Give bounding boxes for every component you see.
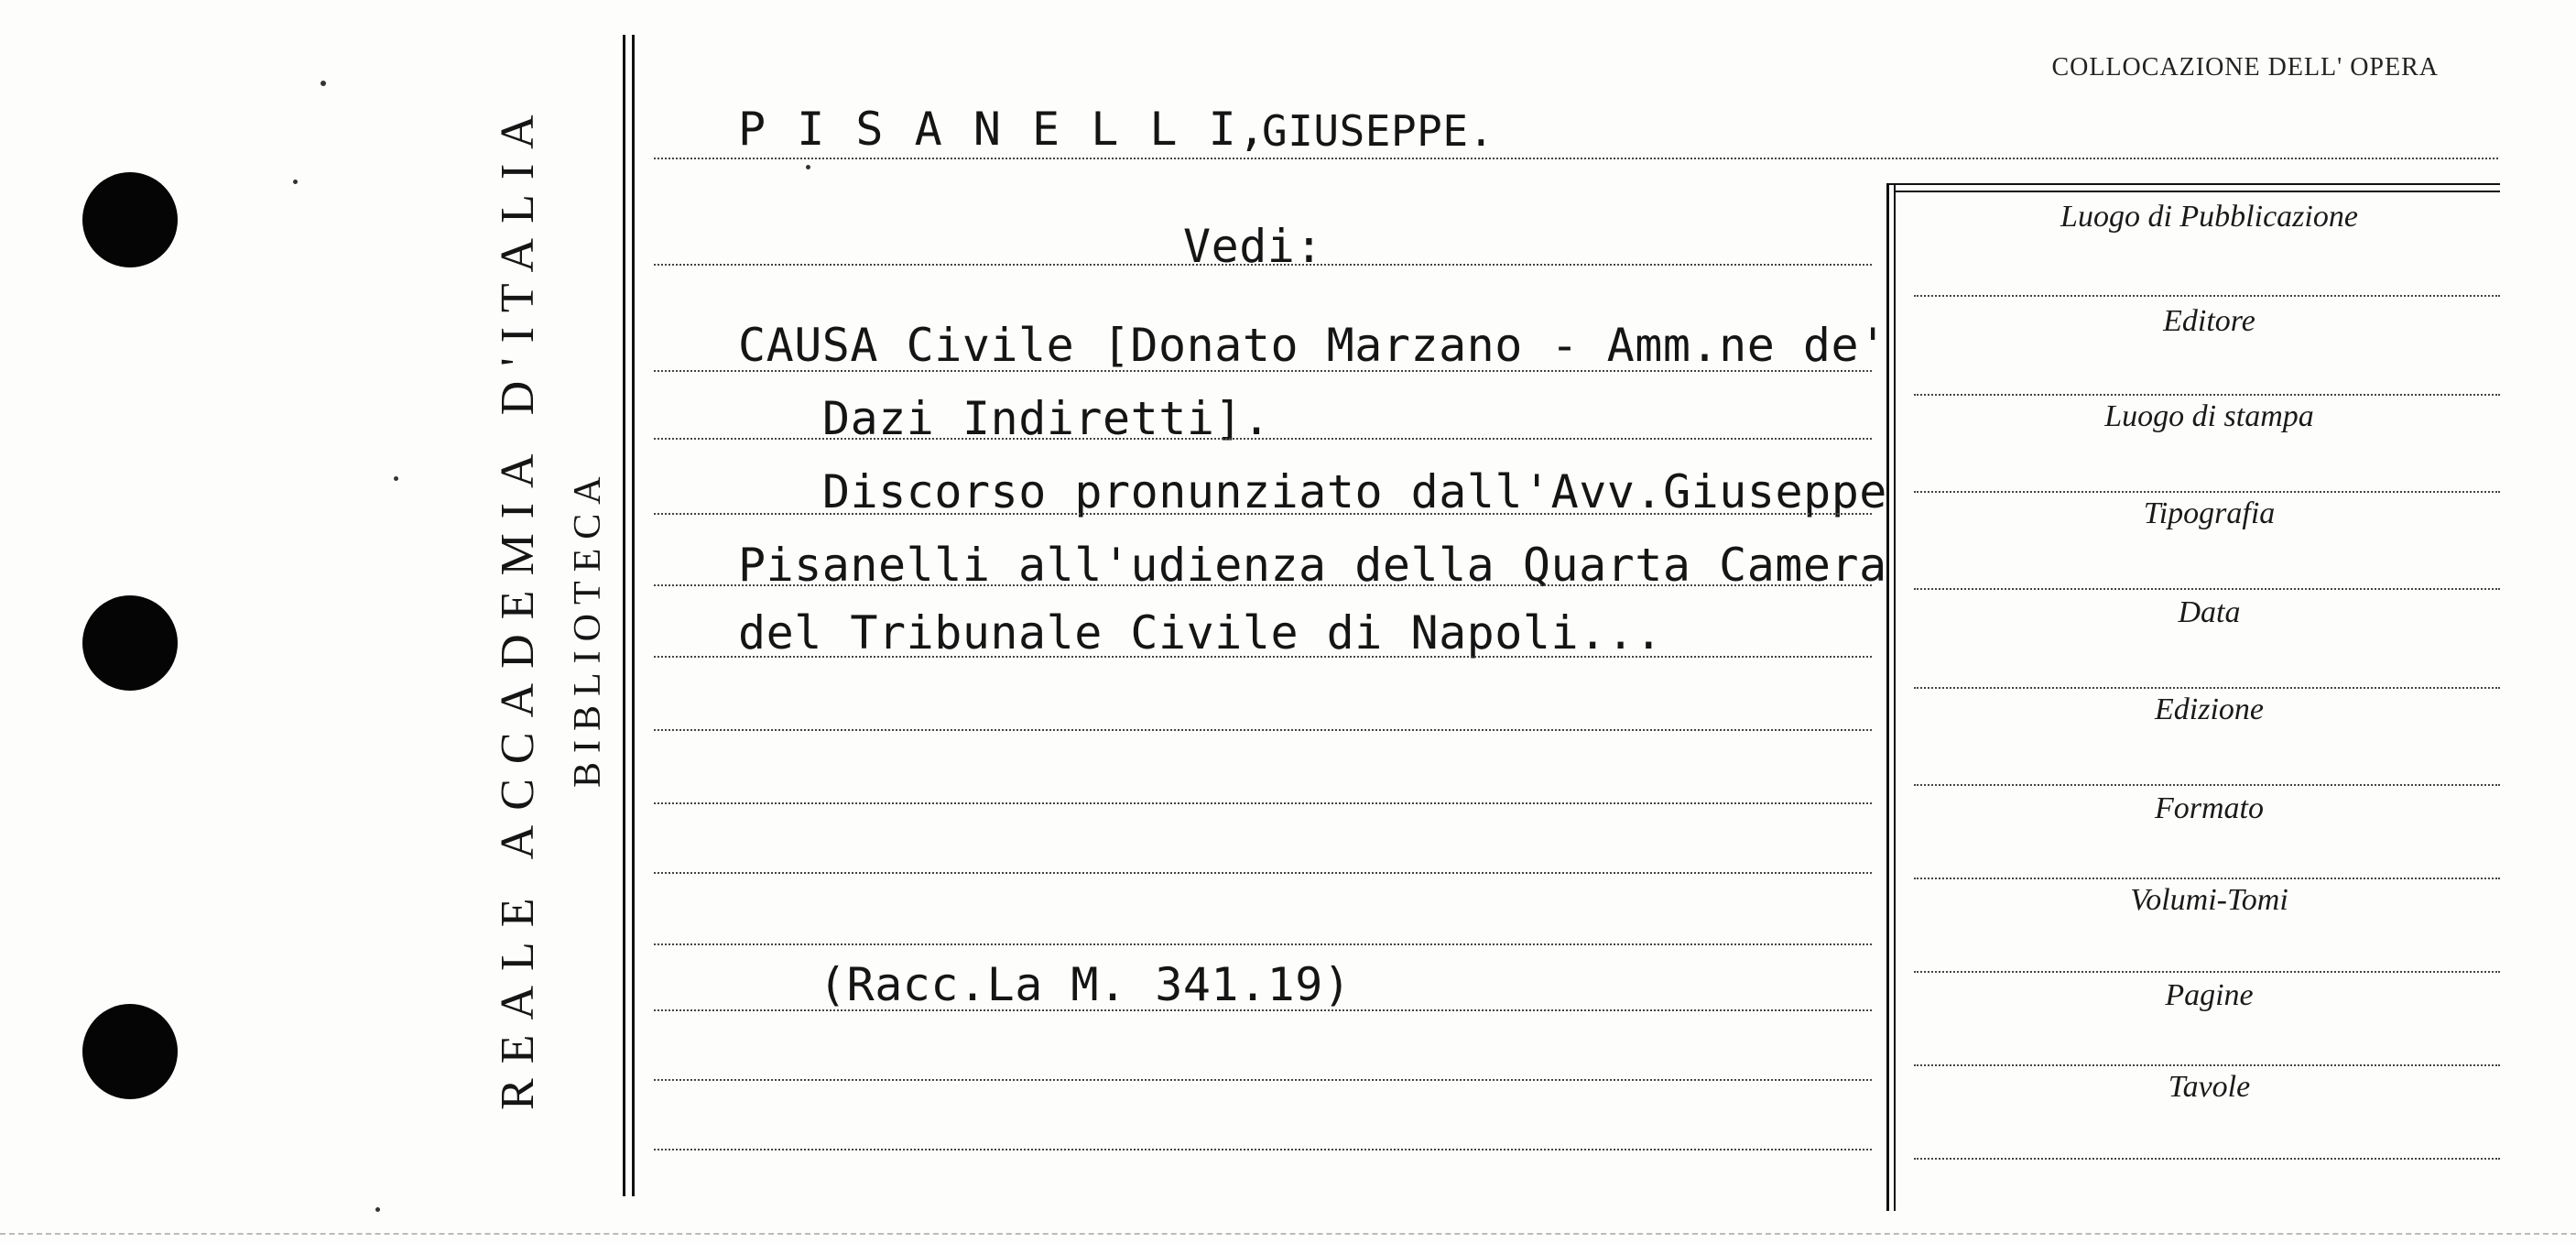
entry-line-2: Dazi Indiretti]. (822, 392, 1271, 445)
field-label-edition: Edizione (2155, 692, 2264, 726)
entry-line-3: Discorso pronunziato dall'Avv.Giuseppe (822, 465, 1887, 518)
institution-name: REALE ACCADEMIA D'ITALIA (492, 100, 544, 1110)
shelfmark: (Racc.La M. 341.19) (819, 958, 1352, 1011)
ruled-line (654, 1009, 1872, 1011)
field-line (1914, 394, 2500, 396)
collocation-header: COLLOCAZIONE DELL' OPERA (2051, 53, 2439, 82)
field-line (1914, 588, 2500, 590)
punch-hole-bottom (82, 1004, 178, 1099)
field-line (1914, 878, 2500, 879)
field-line (1914, 295, 2500, 297)
ruled-line (654, 264, 1872, 266)
ruled-line (654, 656, 1872, 658)
ruled-line (654, 1149, 1872, 1150)
field-line (1914, 687, 2500, 689)
entry-line-4: Pisanelli all'udienza della Quarta Camera (738, 539, 1887, 592)
field-line (1914, 784, 2500, 786)
right-panel-top-rule-a (1886, 183, 2500, 185)
ruled-line (654, 438, 1872, 440)
ink-speck (321, 81, 326, 86)
ruled-line (654, 370, 1872, 372)
ink-speck (293, 180, 298, 184)
field-line (1914, 1158, 2500, 1160)
field-label-place-of-printing: Luogo di stampa (2104, 399, 2314, 433)
field-label-pages: Pagine (2165, 978, 2254, 1012)
author-first-name: GIUSEPPE. (1262, 106, 1495, 156)
ruled-line (654, 872, 1872, 874)
ink-speck (375, 1207, 380, 1212)
entry-line-1: CAUSA Civile [Donato Marzano - Amm.ne de' (738, 319, 1887, 372)
field-line (1914, 971, 2500, 973)
left-double-rule-b (632, 35, 635, 1196)
field-label-plates: Tavole (2168, 1070, 2251, 1104)
right-panel-top-rule-b (1894, 191, 2500, 192)
field-line (1914, 491, 2500, 493)
punch-hole-top (82, 172, 178, 267)
card-bottom-edge (0, 1233, 2576, 1235)
ruled-line (654, 1079, 1872, 1081)
ruled-line (654, 729, 1872, 731)
field-label-place-of-publication: Luogo di Pubblicazione (2060, 200, 2358, 234)
ruled-line (654, 584, 1872, 586)
ruled-line (654, 513, 1872, 515)
field-label-volumes: Volumi-Tomi (2130, 883, 2288, 917)
ruled-line (654, 943, 1872, 945)
author-line (654, 158, 2498, 159)
field-label-format: Formato (2155, 791, 2264, 825)
left-double-rule-a (623, 35, 625, 1196)
punch-hole-middle (82, 595, 178, 691)
ruled-line (654, 802, 1872, 804)
ink-speck (394, 476, 398, 481)
entry-line-5: del Tribunale Civile di Napoli... (738, 606, 1663, 660)
department-name: BIBLIOTECA (567, 467, 609, 788)
field-label-date: Data (2178, 595, 2241, 629)
field-line (1914, 1064, 2500, 1066)
field-label-publisher: Editore (2163, 304, 2255, 338)
field-label-printer: Tipografia (2143, 496, 2276, 530)
author-surname: P I S A N E L L I, (738, 103, 1267, 156)
see-reference: Vedi: (1183, 220, 1324, 273)
ink-speck (806, 165, 810, 169)
